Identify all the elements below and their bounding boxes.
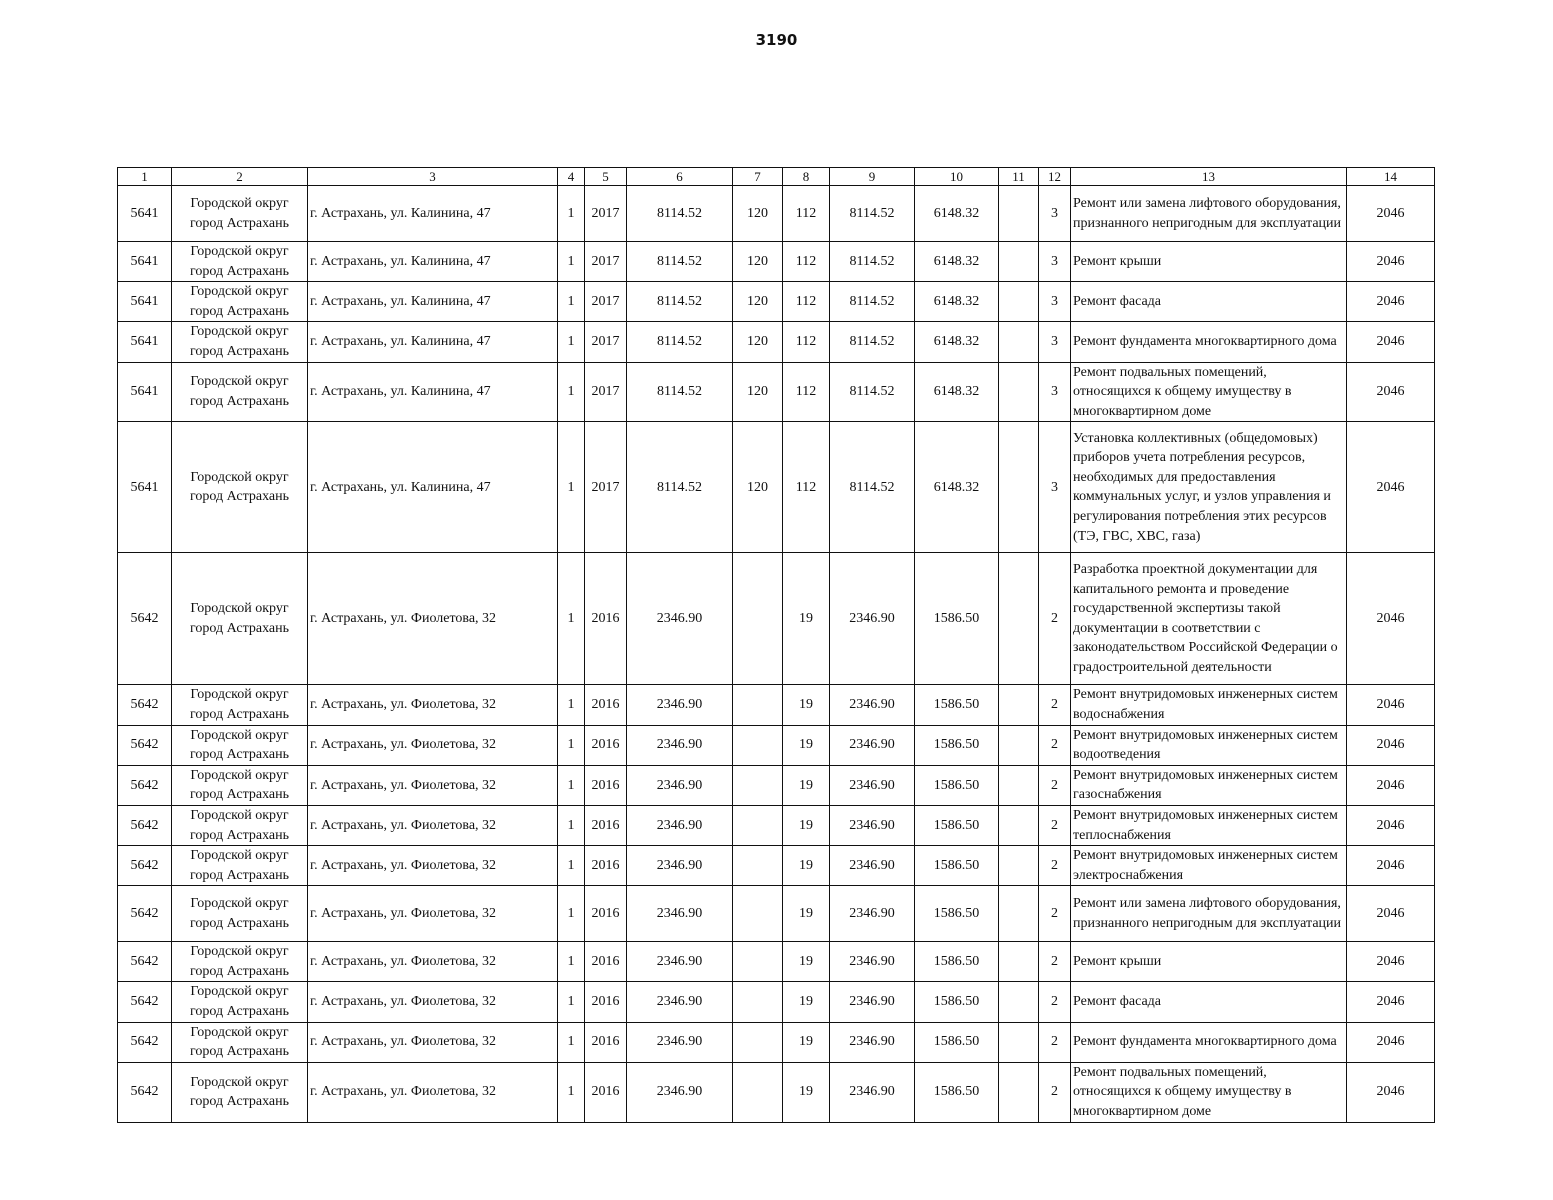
completion-year-cell: 2046 [1347, 322, 1435, 362]
address-cell: г. Астрахань, ул. Фиолетова, 32 [308, 942, 558, 982]
col-7-value-cell [733, 553, 783, 685]
col-9-value-cell: 8114.52 [830, 362, 915, 422]
address-cell: г. Астрахань, ул. Фиолетова, 32 [308, 846, 558, 886]
col-8-value-cell: 19 [783, 982, 830, 1022]
col-6-value-cell: 2346.90 [627, 685, 733, 725]
work-type-cell: Ремонт внутридомовых инженерных систем электроснабжения [1071, 846, 1347, 886]
col-12-value-cell: 3 [1039, 362, 1071, 422]
col-9-value-cell: 8114.52 [830, 282, 915, 322]
col-10-value-cell: 6148.32 [915, 322, 999, 362]
column-number: 12 [1039, 168, 1071, 186]
work-type-cell: Ремонт крыши [1071, 242, 1347, 282]
work-type-cell: Установка коллективных (общедомовых) приборов учета потребления ресурсов, необходимых для предоставления коммунальных услуг, и узлов управления и регулирования потребления этих ресурсов (ТЭ, ГВС, ХВС, газа) [1071, 422, 1347, 553]
work-type-cell: Ремонт фундамента многоквартирного дома [1071, 1022, 1347, 1062]
table-body [118, 168, 1435, 1123]
col-7-value-cell [733, 886, 783, 942]
year-cell: 2016 [585, 553, 627, 685]
col-11-value-cell [999, 1022, 1039, 1062]
municipality-cell: Городской округ город Астрахань [172, 1022, 308, 1062]
table-row [118, 725, 1435, 765]
work-type-cell: Ремонт внутридомовых инженерных систем водоснабжения [1071, 685, 1347, 725]
col-6-value-cell: 2346.90 [627, 982, 733, 1022]
col-12-value-cell: 2 [1039, 725, 1071, 765]
table-row [118, 186, 1435, 242]
table-row [118, 422, 1435, 553]
col-6-value-cell: 2346.90 [627, 942, 733, 982]
column-number: 7 [733, 168, 783, 186]
col-9-value-cell: 2346.90 [830, 725, 915, 765]
record-number-cell: 5641 [118, 322, 172, 362]
col-12-value-cell: 2 [1039, 685, 1071, 725]
col-11-value-cell [999, 282, 1039, 322]
col-8-value-cell: 112 [783, 242, 830, 282]
col-8-value-cell: 19 [783, 553, 830, 685]
col-7-value-cell: 120 [733, 422, 783, 553]
col-6-value-cell: 2346.90 [627, 886, 733, 942]
work-type-cell: Ремонт крыши [1071, 942, 1347, 982]
col-9-value-cell: 2346.90 [830, 805, 915, 845]
col-8-value-cell: 112 [783, 362, 830, 422]
record-number-cell: 5642 [118, 553, 172, 685]
year-cell: 2016 [585, 1022, 627, 1062]
col-7-value-cell [733, 725, 783, 765]
completion-year-cell: 2046 [1347, 886, 1435, 942]
col-12-value-cell: 2 [1039, 553, 1071, 685]
work-type-cell: Ремонт фундамента многоквартирного дома [1071, 322, 1347, 362]
col-12-value-cell: 3 [1039, 282, 1071, 322]
col-7-value-cell: 120 [733, 362, 783, 422]
completion-year-cell: 2046 [1347, 553, 1435, 685]
table-row [118, 685, 1435, 725]
table-row [118, 322, 1435, 362]
col-6-value-cell: 8114.52 [627, 242, 733, 282]
col-7-value-cell: 120 [733, 322, 783, 362]
completion-year-cell: 2046 [1347, 1062, 1435, 1122]
completion-year-cell: 2046 [1347, 282, 1435, 322]
col-9-value-cell: 2346.90 [830, 765, 915, 805]
col-10-value-cell: 6148.32 [915, 362, 999, 422]
column-number: 8 [783, 168, 830, 186]
year-cell: 2016 [585, 1062, 627, 1122]
col-12-value-cell: 2 [1039, 846, 1071, 886]
col-12-value-cell: 2 [1039, 1022, 1071, 1062]
col-11-value-cell [999, 765, 1039, 805]
col-8-value-cell: 19 [783, 886, 830, 942]
year-cell: 2017 [585, 422, 627, 553]
col-6-value-cell: 2346.90 [627, 765, 733, 805]
year-cell: 2016 [585, 805, 627, 845]
record-number-cell: 5642 [118, 942, 172, 982]
municipality-cell: Городской округ город Астрахань [172, 1062, 308, 1122]
col-6-value-cell: 2346.90 [627, 805, 733, 845]
col-12-value-cell: 2 [1039, 765, 1071, 805]
completion-year-cell: 2046 [1347, 765, 1435, 805]
completion-year-cell: 2046 [1347, 422, 1435, 553]
municipality-cell: Городской округ город Астрахань [172, 553, 308, 685]
col-7-value-cell [733, 765, 783, 805]
col-6-value-cell: 8114.52 [627, 362, 733, 422]
col-12-value-cell: 2 [1039, 886, 1071, 942]
year-cell: 2017 [585, 362, 627, 422]
col-6-value-cell: 2346.90 [627, 1062, 733, 1122]
address-cell: г. Астрахань, ул. Фиолетова, 32 [308, 553, 558, 685]
col-12-value-cell: 3 [1039, 422, 1071, 553]
year-cell: 2016 [585, 942, 627, 982]
record-number-cell: 5642 [118, 1062, 172, 1122]
col-12-value-cell: 3 [1039, 322, 1071, 362]
col-8-value-cell: 112 [783, 322, 830, 362]
completion-year-cell: 2046 [1347, 685, 1435, 725]
col-11-value-cell [999, 982, 1039, 1022]
col-11-value-cell [999, 422, 1039, 553]
record-number-cell: 5642 [118, 846, 172, 886]
col-8-value-cell: 19 [783, 846, 830, 886]
municipality-cell: Городской округ город Астрахань [172, 186, 308, 242]
col-10-value-cell: 6148.32 [915, 282, 999, 322]
address-cell: г. Астрахань, ул. Калинина, 47 [308, 186, 558, 242]
record-number-cell: 5641 [118, 422, 172, 553]
work-type-cell: Ремонт подвальных помещений, относящихся к общему имуществу в многоквартирном доме [1071, 362, 1347, 422]
col-10-value-cell: 1586.50 [915, 685, 999, 725]
col-11-value-cell [999, 322, 1039, 362]
col-11-value-cell [999, 242, 1039, 282]
col-9-value-cell: 8114.52 [830, 322, 915, 362]
table-row [118, 942, 1435, 982]
municipality-cell: Городской округ город Астрахань [172, 846, 308, 886]
col-11-value-cell [999, 725, 1039, 765]
col-7-value-cell: 120 [733, 282, 783, 322]
table-row [118, 553, 1435, 685]
municipality-cell: Городской округ город Астрахань [172, 242, 308, 282]
col-4-value-cell: 1 [558, 805, 585, 845]
col-4-value-cell: 1 [558, 942, 585, 982]
col-12-value-cell: 2 [1039, 942, 1071, 982]
column-number: 3 [308, 168, 558, 186]
col-4-value-cell: 1 [558, 1022, 585, 1062]
col-10-value-cell: 6148.32 [915, 186, 999, 242]
col-8-value-cell: 112 [783, 186, 830, 242]
col-9-value-cell: 2346.90 [830, 553, 915, 685]
column-number: 13 [1071, 168, 1347, 186]
col-4-value-cell: 1 [558, 886, 585, 942]
col-10-value-cell: 1586.50 [915, 553, 999, 685]
work-type-cell: Ремонт внутридомовых инженерных систем водоотведения [1071, 725, 1347, 765]
record-number-cell: 5642 [118, 805, 172, 845]
col-4-value-cell: 1 [558, 685, 585, 725]
record-number-cell: 5641 [118, 362, 172, 422]
municipality-cell: Городской округ город Астрахань [172, 362, 308, 422]
col-12-value-cell: 2 [1039, 982, 1071, 1022]
table-row [118, 242, 1435, 282]
col-11-value-cell [999, 1062, 1039, 1122]
col-10-value-cell: 1586.50 [915, 982, 999, 1022]
municipality-cell: Городской округ город Астрахань [172, 322, 308, 362]
year-cell: 2016 [585, 765, 627, 805]
record-number-cell: 5642 [118, 1022, 172, 1062]
col-8-value-cell: 19 [783, 685, 830, 725]
completion-year-cell: 2046 [1347, 1022, 1435, 1062]
col-6-value-cell: 2346.90 [627, 846, 733, 886]
column-number: 11 [999, 168, 1039, 186]
col-4-value-cell: 1 [558, 553, 585, 685]
municipality-cell: Городской округ город Астрахань [172, 982, 308, 1022]
table-row [118, 1062, 1435, 1122]
col-9-value-cell: 2346.90 [830, 942, 915, 982]
column-number-row [118, 168, 1435, 186]
municipality-cell: Городской округ город Астрахань [172, 282, 308, 322]
record-number-cell: 5641 [118, 186, 172, 242]
col-12-value-cell: 3 [1039, 186, 1071, 242]
municipality-cell: Городской округ город Астрахань [172, 685, 308, 725]
address-cell: г. Астрахань, ул. Фиолетова, 32 [308, 982, 558, 1022]
col-6-value-cell: 2346.90 [627, 1022, 733, 1062]
address-cell: г. Астрахань, ул. Калинина, 47 [308, 242, 558, 282]
col-10-value-cell: 1586.50 [915, 805, 999, 845]
table-row [118, 1022, 1435, 1062]
col-10-value-cell: 1586.50 [915, 1022, 999, 1062]
col-9-value-cell: 2346.90 [830, 982, 915, 1022]
col-12-value-cell: 2 [1039, 805, 1071, 845]
municipality-cell: Городской округ город Астрахань [172, 805, 308, 845]
register-table [117, 167, 1435, 1123]
work-type-cell: Ремонт внутридомовых инженерных систем теплоснабжения [1071, 805, 1347, 845]
col-10-value-cell: 6148.32 [915, 422, 999, 553]
record-number-cell: 5641 [118, 242, 172, 282]
completion-year-cell: 2046 [1347, 725, 1435, 765]
record-number-cell: 5642 [118, 725, 172, 765]
completion-year-cell: 2046 [1347, 186, 1435, 242]
col-10-value-cell: 1586.50 [915, 1062, 999, 1122]
col-7-value-cell [733, 1062, 783, 1122]
col-6-value-cell: 2346.90 [627, 725, 733, 765]
table-row [118, 362, 1435, 422]
address-cell: г. Астрахань, ул. Фиолетова, 32 [308, 805, 558, 845]
completion-year-cell: 2046 [1347, 982, 1435, 1022]
col-4-value-cell: 1 [558, 422, 585, 553]
col-4-value-cell: 1 [558, 725, 585, 765]
municipality-cell: Городской округ город Астрахань [172, 886, 308, 942]
address-cell: г. Астрахань, ул. Фиолетова, 32 [308, 685, 558, 725]
work-type-cell: Ремонт фасада [1071, 982, 1347, 1022]
col-8-value-cell: 112 [783, 282, 830, 322]
col-4-value-cell: 1 [558, 186, 585, 242]
col-4-value-cell: 1 [558, 282, 585, 322]
work-type-cell: Ремонт внутридомовых инженерных систем газоснабжения [1071, 765, 1347, 805]
col-4-value-cell: 1 [558, 362, 585, 422]
col-8-value-cell: 19 [783, 805, 830, 845]
col-9-value-cell: 2346.90 [830, 846, 915, 886]
completion-year-cell: 2046 [1347, 805, 1435, 845]
col-10-value-cell: 1586.50 [915, 942, 999, 982]
col-10-value-cell: 1586.50 [915, 846, 999, 886]
col-8-value-cell: 19 [783, 1022, 830, 1062]
address-cell: г. Астрахань, ул. Калинина, 47 [308, 282, 558, 322]
col-9-value-cell: 2346.90 [830, 886, 915, 942]
year-cell: 2017 [585, 282, 627, 322]
address-cell: г. Астрахань, ул. Фиолетова, 32 [308, 765, 558, 805]
column-number: 9 [830, 168, 915, 186]
col-7-value-cell [733, 1022, 783, 1062]
col-7-value-cell [733, 846, 783, 886]
col-11-value-cell [999, 805, 1039, 845]
col-10-value-cell: 1586.50 [915, 725, 999, 765]
col-7-value-cell [733, 982, 783, 1022]
col-4-value-cell: 1 [558, 322, 585, 362]
completion-year-cell: 2046 [1347, 362, 1435, 422]
year-cell: 2017 [585, 242, 627, 282]
col-7-value-cell [733, 685, 783, 725]
year-cell: 2017 [585, 322, 627, 362]
col-11-value-cell [999, 553, 1039, 685]
col-10-value-cell: 1586.50 [915, 765, 999, 805]
col-11-value-cell [999, 886, 1039, 942]
work-type-cell: Ремонт подвальных помещений, относящихся к общему имуществу в многоквартирном доме [1071, 1062, 1347, 1122]
col-9-value-cell: 2346.90 [830, 1062, 915, 1122]
col-7-value-cell: 120 [733, 242, 783, 282]
col-8-value-cell: 19 [783, 765, 830, 805]
col-11-value-cell [999, 846, 1039, 886]
municipality-cell: Городской округ город Астрахань [172, 422, 308, 553]
col-4-value-cell: 1 [558, 242, 585, 282]
address-cell: г. Астрахань, ул. Фиолетова, 32 [308, 1062, 558, 1122]
col-9-value-cell: 8114.52 [830, 422, 915, 553]
record-number-cell: 5642 [118, 886, 172, 942]
column-number: 4 [558, 168, 585, 186]
col-4-value-cell: 1 [558, 1062, 585, 1122]
year-cell: 2016 [585, 725, 627, 765]
column-number: 2 [172, 168, 308, 186]
column-number: 5 [585, 168, 627, 186]
work-type-cell: Ремонт фасада [1071, 282, 1347, 322]
year-cell: 2016 [585, 846, 627, 886]
table-row [118, 805, 1435, 845]
col-11-value-cell [999, 362, 1039, 422]
address-cell: г. Астрахань, ул. Фиолетова, 32 [308, 1022, 558, 1062]
work-type-cell: Ремонт или замена лифтового оборудования, признанного непригодным для эксплуатации [1071, 886, 1347, 942]
address-cell: г. Астрахань, ул. Фиолетова, 32 [308, 886, 558, 942]
completion-year-cell: 2046 [1347, 846, 1435, 886]
col-10-value-cell: 1586.50 [915, 886, 999, 942]
col-4-value-cell: 1 [558, 765, 585, 805]
year-cell: 2016 [585, 982, 627, 1022]
col-6-value-cell: 8114.52 [627, 422, 733, 553]
col-10-value-cell: 6148.32 [915, 242, 999, 282]
col-9-value-cell: 8114.52 [830, 242, 915, 282]
col-11-value-cell [999, 942, 1039, 982]
col-11-value-cell [999, 685, 1039, 725]
year-cell: 2017 [585, 186, 627, 242]
col-8-value-cell: 19 [783, 942, 830, 982]
table-row [118, 282, 1435, 322]
col-12-value-cell: 3 [1039, 242, 1071, 282]
col-8-value-cell: 19 [783, 725, 830, 765]
col-8-value-cell: 19 [783, 1062, 830, 1122]
col-11-value-cell [999, 186, 1039, 242]
column-number: 10 [915, 168, 999, 186]
table-row [118, 765, 1435, 805]
address-cell: г. Астрахань, ул. Калинина, 47 [308, 422, 558, 553]
table-row [118, 846, 1435, 886]
col-9-value-cell: 2346.90 [830, 685, 915, 725]
municipality-cell: Городской округ город Астрахань [172, 725, 308, 765]
address-cell: г. Астрахань, ул. Калинина, 47 [308, 322, 558, 362]
record-number-cell: 5642 [118, 765, 172, 805]
table-row [118, 982, 1435, 1022]
municipality-cell: Городской округ город Астрахань [172, 765, 308, 805]
address-cell: г. Астрахань, ул. Фиолетова, 32 [308, 725, 558, 765]
col-4-value-cell: 1 [558, 846, 585, 886]
year-cell: 2016 [585, 685, 627, 725]
col-6-value-cell: 8114.52 [627, 322, 733, 362]
col-4-value-cell: 1 [558, 982, 585, 1022]
record-number-cell: 5641 [118, 282, 172, 322]
column-number: 6 [627, 168, 733, 186]
column-number: 1 [118, 168, 172, 186]
col-9-value-cell: 8114.52 [830, 186, 915, 242]
record-number-cell: 5642 [118, 982, 172, 1022]
col-7-value-cell [733, 805, 783, 845]
table-row [118, 886, 1435, 942]
year-cell: 2016 [585, 886, 627, 942]
work-type-cell: Разработка проектной документации для капитального ремонта и проведение государственной экспертизы такой документации в соответствии с законодательством Российской Федерации о градостроительной деятельности [1071, 553, 1347, 685]
col-12-value-cell: 2 [1039, 1062, 1071, 1122]
col-7-value-cell [733, 942, 783, 982]
col-6-value-cell: 8114.52 [627, 186, 733, 242]
col-6-value-cell: 2346.90 [627, 553, 733, 685]
page-number: 3190 [755, 31, 798, 49]
record-number-cell: 5642 [118, 685, 172, 725]
col-8-value-cell: 112 [783, 422, 830, 553]
completion-year-cell: 2046 [1347, 942, 1435, 982]
col-9-value-cell: 2346.90 [830, 1022, 915, 1062]
completion-year-cell: 2046 [1347, 242, 1435, 282]
column-number: 14 [1347, 168, 1435, 186]
address-cell: г. Астрахань, ул. Калинина, 47 [308, 362, 558, 422]
work-type-cell: Ремонт или замена лифтового оборудования, признанного непригодным для эксплуатации [1071, 186, 1347, 242]
col-6-value-cell: 8114.52 [627, 282, 733, 322]
col-7-value-cell: 120 [733, 186, 783, 242]
municipality-cell: Городской округ город Астрахань [172, 942, 308, 982]
